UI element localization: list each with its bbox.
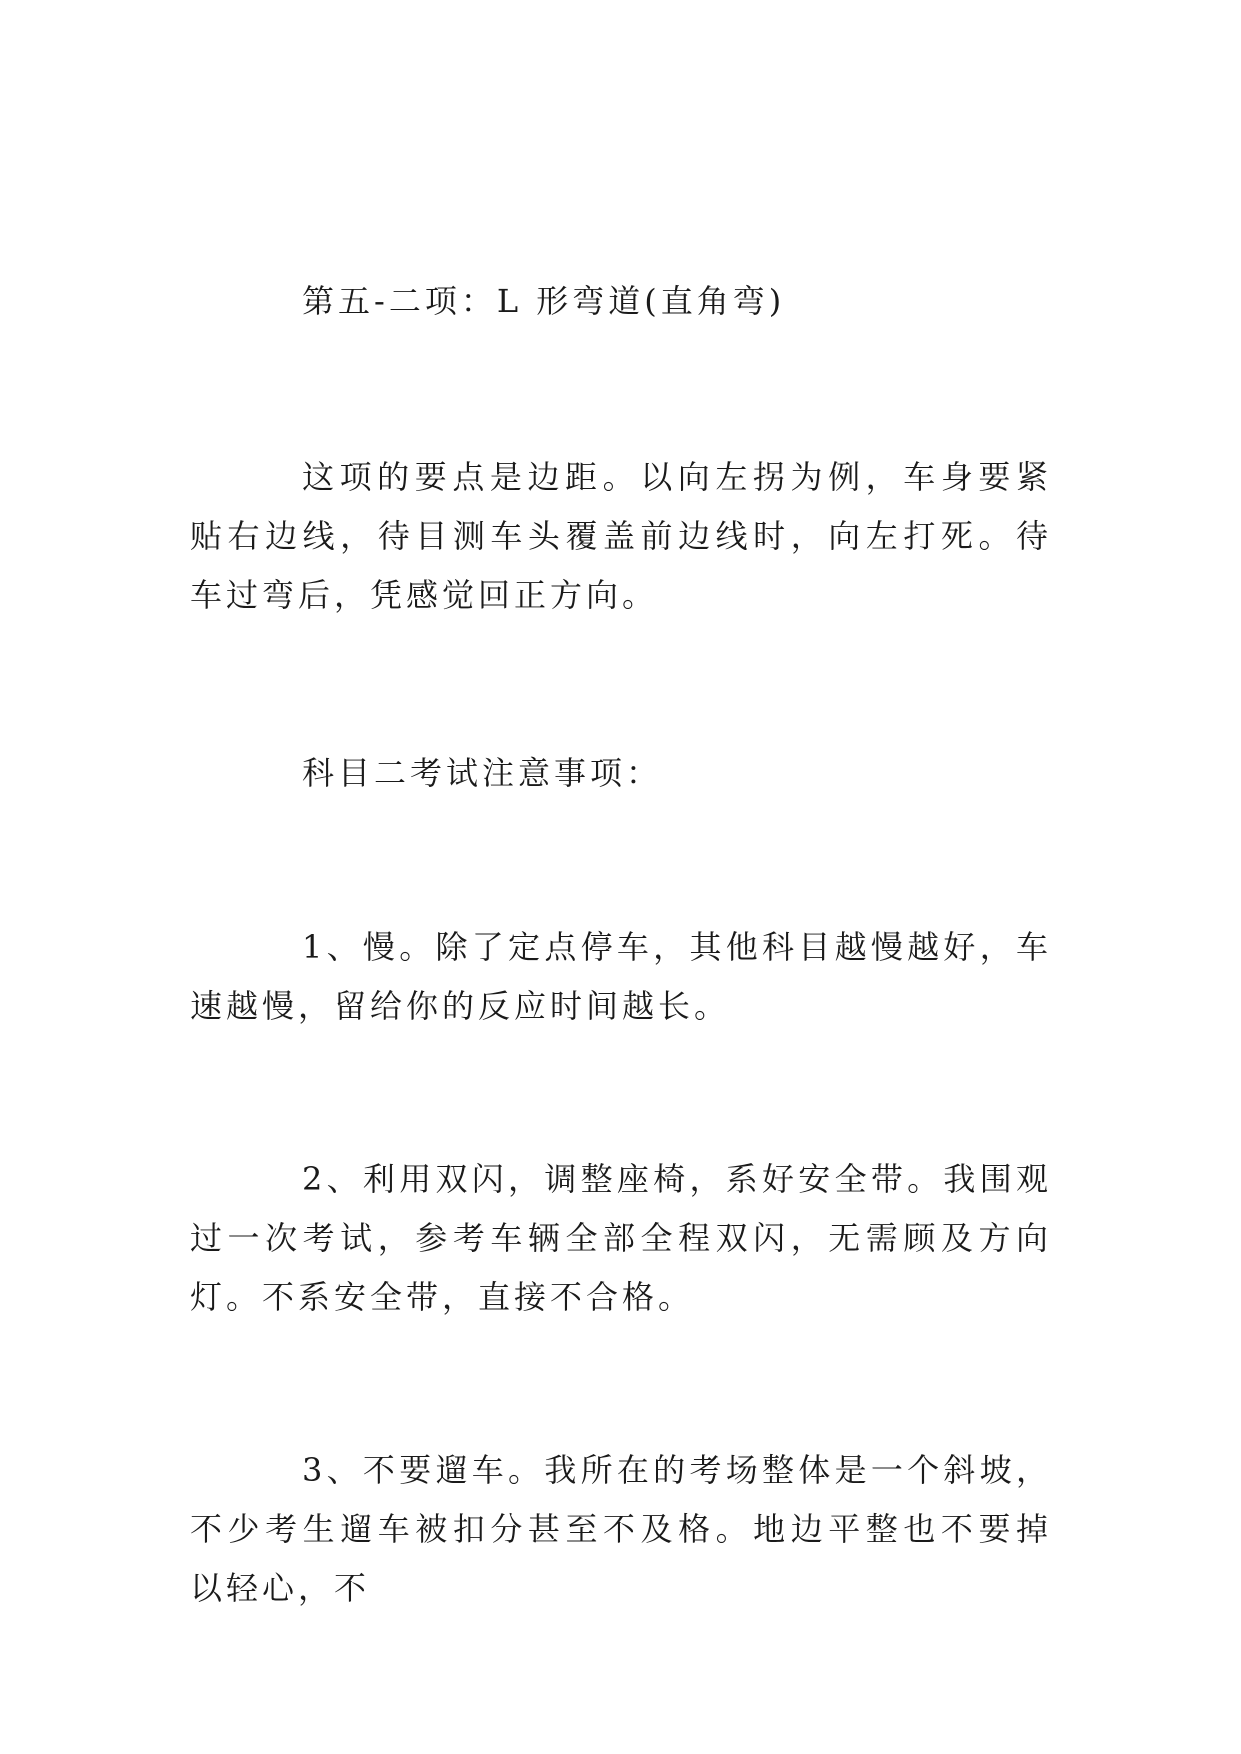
paragraph-note-2: 2、利用双闪，调整座椅，系好安全带。我围观过一次考试，参考车辆全部全程双闪，无需顾及方向灯。不系安全带，直接不合格。	[190, 1160, 1052, 1316]
paragraph-note-3: 3、不要遛车。我所在的考场整体是一个斜坡，不少考生遛车被扣分甚至不及格。地边平整也不要掉以轻心，不	[190, 1451, 1052, 1607]
paragraph-note-1: 1、慢。除了定点停车，其他科目越慢越好，车速越慢，留给你的反应时间越长。	[190, 928, 1052, 1025]
section-heading-exam-notes: 科目二考试注意事项：	[302, 754, 663, 792]
section-heading-l-turn: 第五-二项：L 形弯道(直角弯)	[302, 282, 786, 320]
paragraph-l-turn-tips: 这项的要点是边距。以向左拐为例，车身要紧贴右边线，待目测车头覆盖前边线时，向左打死。待车过弯后，凭感觉回正方向。	[190, 458, 1052, 614]
